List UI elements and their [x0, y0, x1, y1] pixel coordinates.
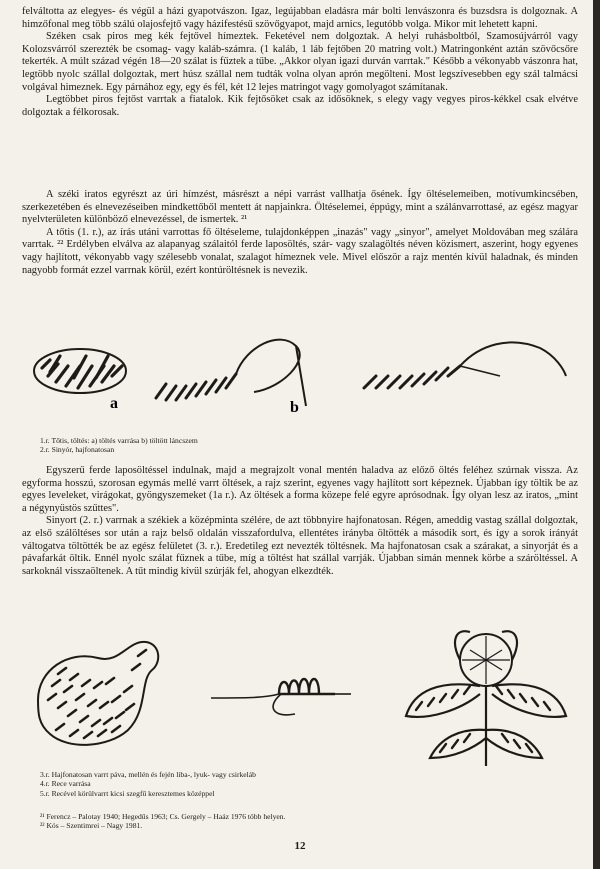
paragraph: A tőtis (1. r.), az írás utáni varrottas fő öltéseleme, tulajdonképpen „inazás" vagy „sinyor", amelyet Moldovában meg szálára varrtak. ²² Erdélyben elválva az alapanyag szálaitól ferde laposöltés, szár- vagy szalagöltés néven közismert, aszerint, hogy egyenes vagy hajlított, vékonyabb vagy szélesebb vonalat, szalagot hímeznek vele. Mivel először a rajz mentén kívül haladnak, és minden nagyobb formát ezzel varrnak körül, ezért kontúröltésnek is nevezik.: [22, 226, 578, 276]
figure-stitch-1a: [30, 326, 140, 416]
figure-caption: 1.r. Tőtis, töltés: a) töltés varrása b) töltött láncszem: [40, 436, 198, 445]
figure-label-a: a: [110, 395, 118, 412]
paragraph: Egyszerű ferde laposöltéssel indulnak, majd a megrajzolt vonal mentén haladva az előző öltés feléhez szúrnak vissza. Az egyforma hosszú, szorosan egymás mellé varrt öltések, a rajz szerint, egyenes vagy hajlított sort képeznek. Újabban így töltik be az egyes leveleket, virágokat, gyöngyszemeket (1a r.). Az öltések a forma közepe felé egyre aprósodnak. Így olyan lesz az iratos, „mint a négynyüstös szűttes".: [22, 465, 578, 514]
figure-label-b: b: [290, 399, 299, 416]
footnotes: [40, 812, 285, 831]
paragraph: Sinyort (2. r.) varrnak a székiek a középminta szélére, de azt többnyire hajfonatosan. Régen, ameddig vastag szállal dolgoztak, az első szálöltéses sor után a rajz belső oldalán visszafordulva, ellentétes irányba öltötték a második sort, és így a sorok irányát váltogatva töltötték be az egész felületet (3. r.). Eredetileg ezt nevezték töltésnek. Ma hajfonatosan csak a szárakat, a sinyorját és a pávafarkát öltik. Ennél nyolc szálat fűznek a tűbe, míg a töltést hat szállal varrják. Újabban simán mennek körbe a száröltéssel. A sarkoknál visszaöltenek. A tűt mindig kívül szúrják fel, ahogyan elkezdték.: [22, 515, 578, 577]
figure-caption-group-2: [40, 770, 256, 798]
figure-caption-group-1: [40, 436, 198, 455]
text-block-lower: [22, 465, 578, 578]
text-block-top: [22, 6, 578, 119]
figure-caption: 3.r. Hajfonatosan varrt páva, mellén és fején liba-, lyuk- vagy csirkeláb: [40, 770, 256, 779]
figure-carnation: [400, 620, 570, 770]
figure-stitch-1b: [150, 326, 330, 416]
figure-stitch-2: [360, 326, 570, 406]
text-block-middle: [22, 189, 578, 277]
paragraph: felváltotta az elegyes- és végül a házi gyapotvászon. Igaz, legújabban eladásra már bolti lenvászonra és buzsdsra is dolgoznak. A himzőfonal meg több szálú olajosfejtő vagy házifestésű szövőgyapot, majd arnics, legutóbb volga. Mikor mit lehetett kapni.: [22, 6, 578, 30]
figure-caption: 5.r. Recével körülvarrt kicsi szegfű keresztemes középpel: [40, 788, 215, 798]
paragraph: Széken csak piros meg kék fejtővel hímeztek. Feketével nem dolgoztak. A helyi ruhásboltból, Szamosújvárról vagy Kolozsvárról szerezték be csomag- vagy kaláb-számra. (1 kaláb, 1 láb fejtőben 20 matring volt.) Matringonként aztán szövőcsőre tekerték. A múlt század végén 18—20 szálat is fűztek a tűbe. „Akkor olyan igazi durván varrtak." Később a vékonyabb vászonra hat, legtöbb nyolc szállal dolgoztak, mert húsz szállal nem tudták volna olyan aprón megölteni. Most legszívesebben egy szál talmácsi volgával himeznek. Egy párnához egy, egy és fél, két 12 lejes matringot vagy gomolyagot számítanak.: [22, 31, 578, 93]
figure-caption: 2.r. Sinyór, hajfonatosan: [40, 445, 115, 455]
book-spine-edge: [593, 0, 600, 869]
paragraph: A széki iratos egyrészt az úri hímzést, másrészt a népi varrást vallhatja ősének. Így öltéselemeiben, motívumkincsében, szerkezetében és elnevezéseiben mindkettőből mentett át napjainkra. Öltéselemei, éppúgy, mint a szálánvarrottasé, az egész magyar nyelvterületen különböző elnevezéssel, de ismertek. ²¹: [22, 189, 578, 226]
page-number: 12: [294, 840, 306, 852]
paragraph: Legtöbbet piros fejtőst varrtak a fiatalok. Kik fejtősöket csak az idősöknek, s elegy vagy vegyes piros-kékkel csak elvétve dolgoztak a félkorosak.: [22, 94, 578, 118]
footnote: ²¹ Ferencz – Palotay 1940; Hegedűs 1963; Cs. Gergely – Haáz 1976 több helyen.: [40, 812, 286, 821]
figure-rece-stitch: [205, 658, 355, 728]
figure-peacock: [28, 630, 168, 760]
figure-caption: 4.r. Rece varrása: [40, 779, 91, 789]
footnote: ²² Kós – Szentimrei – Nagy 1981.: [40, 821, 143, 831]
